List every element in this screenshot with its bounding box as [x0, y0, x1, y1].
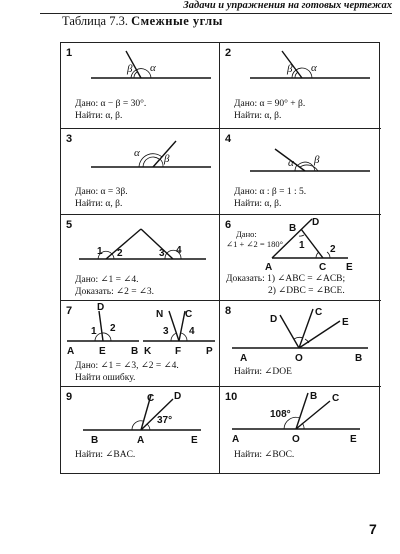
problem-given: Дано: α : β = 1 : 5. — [234, 187, 307, 197]
point-D: D — [270, 314, 278, 325]
point-C: C — [185, 309, 193, 320]
table-name: Смежные углы — [131, 14, 223, 28]
problem-given: Дано: ∠1 = ∠3, ∠2 = ∠4. — [75, 361, 179, 371]
problem-find: Найти: α, β. — [234, 111, 282, 121]
point-E: E — [191, 435, 198, 446]
label-beta: β — [127, 63, 133, 75]
angle-label-1: 1 — [299, 240, 305, 251]
table-title — [62, 14, 223, 29]
angle-label-2: 2 — [110, 323, 116, 334]
problem-number: 9 — [66, 391, 73, 403]
point-A: A — [240, 353, 248, 364]
angle-label-1: 1 — [91, 326, 97, 337]
point-N: N — [156, 309, 164, 320]
angle-value: 37° — [157, 415, 173, 426]
point-A: A — [137, 435, 145, 446]
problem-find: Найти: α, β. — [75, 199, 123, 209]
point-D: D — [97, 302, 105, 313]
angle-label-2: 2 — [330, 244, 336, 255]
problem-given: Дано: ∠1 = ∠4. — [75, 275, 139, 285]
problem-number: 8 — [225, 305, 232, 317]
point-C: C — [319, 262, 327, 273]
point-K: K — [144, 346, 152, 357]
problem-find: Найти: ∠BAC. — [75, 450, 136, 460]
label-alpha: α — [288, 157, 294, 169]
point-E: E — [99, 346, 106, 357]
angle-label-3: 3 — [163, 326, 169, 337]
problem-prove: Доказать: ∠2 = ∠3. — [75, 287, 155, 297]
angle-label-3: 3 — [159, 248, 165, 259]
point-C: C — [332, 393, 340, 404]
problem-number: 1 — [66, 47, 73, 59]
problem-number: 7 — [66, 305, 73, 317]
problem-find: Найти: ∠BOC. — [234, 450, 295, 460]
point-B: B — [289, 223, 297, 234]
problem-cell-5 — [61, 215, 220, 301]
problem-find: Найти: ∠DOE — [234, 367, 292, 377]
problem-given: Дано: α = 90° + β. — [234, 99, 306, 109]
problem-cell-4 — [220, 129, 381, 215]
problem-cell-3 — [61, 129, 220, 215]
label-beta: β — [314, 154, 320, 166]
angle-value: 108° — [270, 409, 291, 420]
label-alpha: α — [150, 62, 156, 74]
exercise-table — [60, 42, 380, 474]
problem-number: 6 — [225, 219, 232, 231]
point-B: B — [355, 353, 363, 364]
problem-prove-2: 2) ∠DBC = ∠BCE. — [268, 286, 345, 296]
label-alpha: α — [134, 147, 140, 159]
label-beta: β — [164, 153, 170, 165]
point-D: D — [312, 217, 320, 228]
page-number: 7 — [369, 521, 377, 537]
problem-cell-9 — [61, 387, 220, 473]
label-beta: β — [287, 63, 293, 75]
problem-cell-2 — [220, 43, 381, 129]
angle-label-2: 2 — [117, 248, 123, 259]
table-label: Таблица 7.3. — [62, 14, 128, 28]
problem-prove-1: Доказать: 1) ∠ABC = ∠ACB; — [226, 274, 346, 284]
running-header: Задачи и упражнения на готовых чертежах — [183, 0, 392, 11]
problem-cell-6 — [220, 215, 381, 301]
label-alpha: α — [311, 62, 317, 74]
problem-given: ∠1 + ∠2 = 180°. — [226, 239, 286, 249]
point-O: O — [292, 434, 300, 445]
problem-find: Найти ошибку. — [75, 373, 136, 383]
point-E: E — [346, 262, 353, 273]
problem-cell-1 — [61, 43, 220, 129]
point-D: D — [174, 391, 182, 402]
problem-given: Дано: α = 3β. — [75, 187, 128, 197]
problem-number: 10 — [225, 391, 238, 403]
point-A: A — [67, 346, 75, 357]
point-C: C — [315, 307, 323, 318]
point-O: O — [295, 353, 303, 364]
problem-cell-7 — [61, 301, 220, 387]
point-B: B — [91, 435, 99, 446]
point-A: A — [232, 434, 240, 445]
angle-label-4: 4 — [176, 245, 182, 256]
problem-number: 4 — [225, 133, 232, 145]
point-F: F — [175, 346, 182, 357]
point-P: P — [206, 346, 213, 357]
problem-cell-10 — [220, 387, 381, 473]
problem-number: 3 — [66, 133, 73, 145]
problem-given-label: Дано: — [236, 229, 257, 239]
problem-number: 5 — [66, 219, 73, 231]
angle-label-1: 1 — [97, 246, 103, 257]
angle-label-4: 4 — [189, 326, 195, 337]
problem-find: Найти: α, β. — [234, 199, 282, 209]
point-E: E — [342, 317, 349, 328]
point-E: E — [350, 434, 357, 445]
problem-given: Дано: α − β = 30°. — [75, 99, 147, 109]
point-C: C — [147, 393, 155, 404]
point-A: A — [265, 262, 273, 273]
problem-number: 2 — [225, 47, 232, 59]
problem-find: Найти: α, β. — [75, 111, 123, 121]
problem-cell-8 — [220, 301, 381, 387]
point-B: B — [131, 346, 139, 357]
point-B: B — [310, 391, 318, 402]
